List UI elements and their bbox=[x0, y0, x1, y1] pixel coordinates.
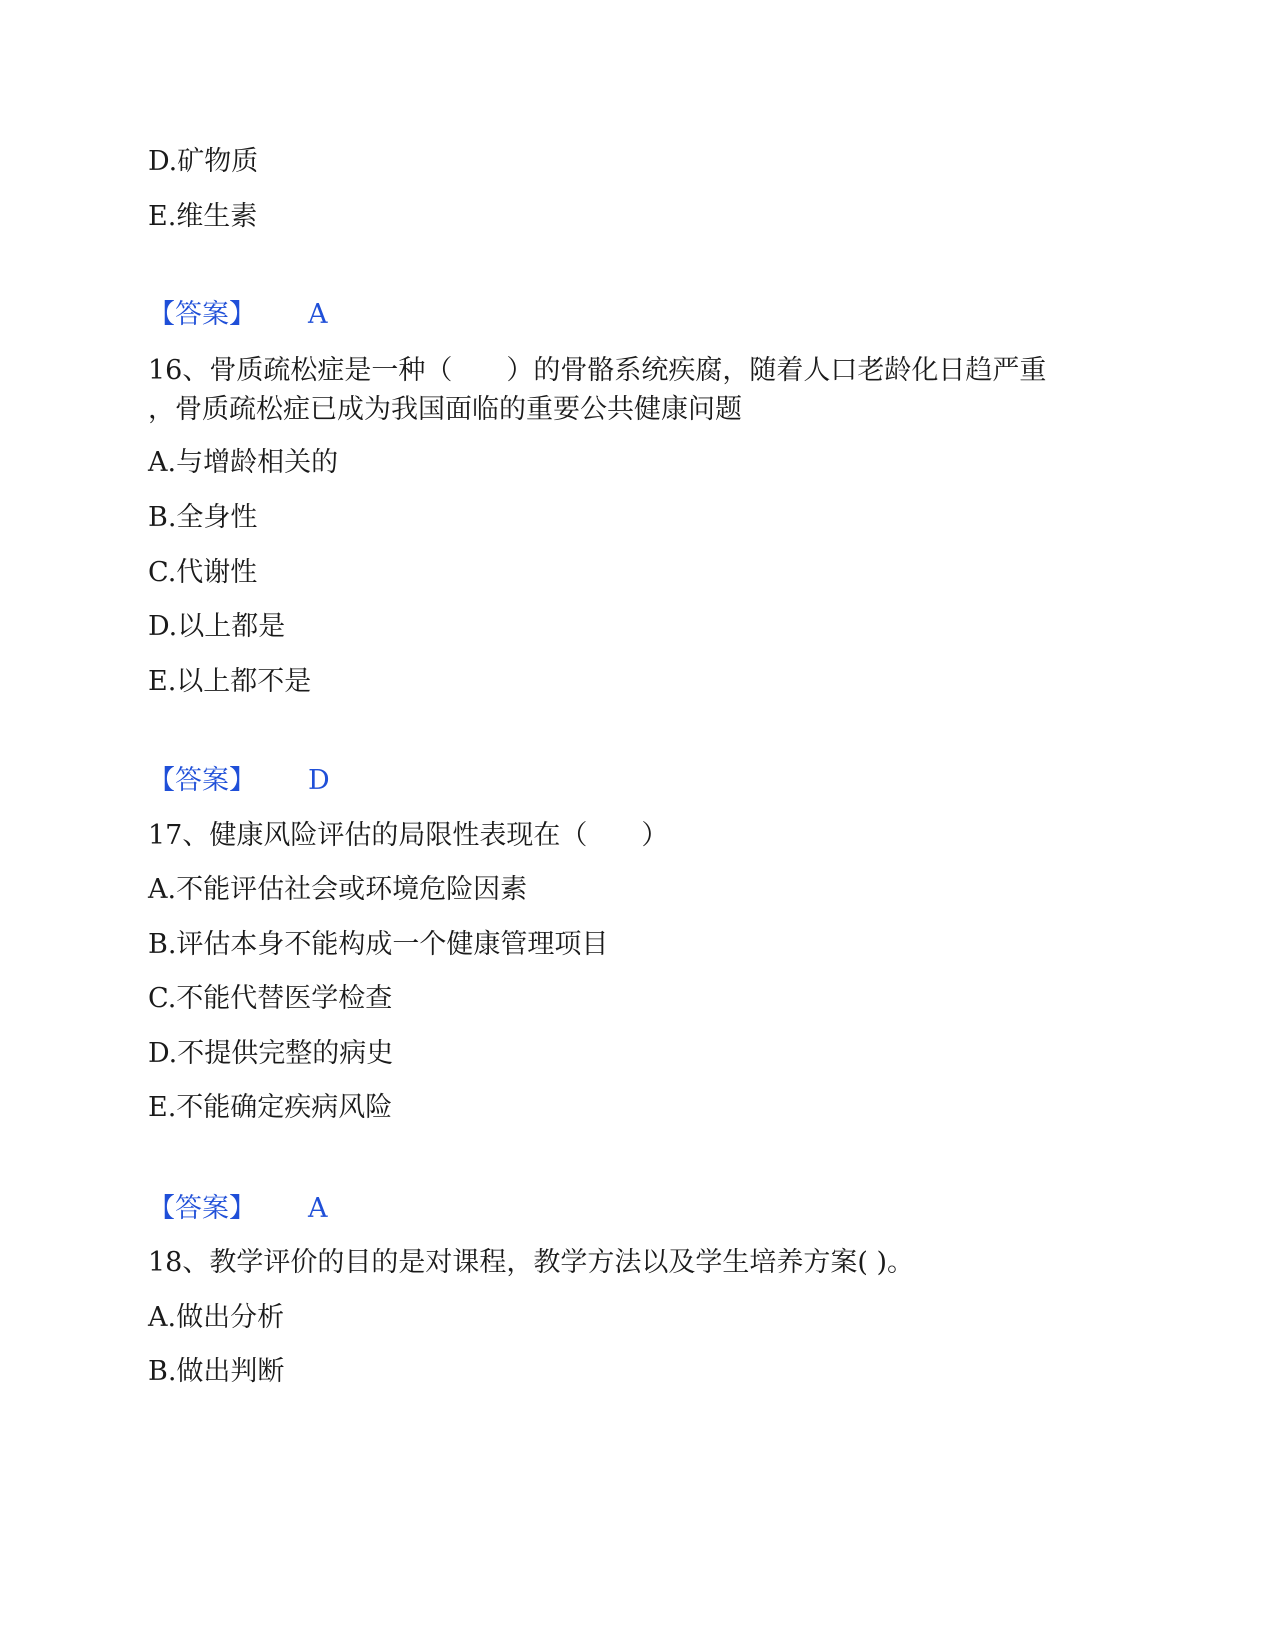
q16-option-e: E.以上都不是 bbox=[148, 666, 312, 697]
answer-value: D bbox=[308, 765, 330, 796]
q16-option-d: D.以上都是 bbox=[148, 611, 286, 642]
q16-option-c: C.代谢性 bbox=[148, 557, 258, 588]
q17-option-e: E.不能确定疾病风险 bbox=[148, 1092, 393, 1123]
answer-label: 【答案】 bbox=[148, 1193, 256, 1224]
q17-option-d: D.不提供完整的病史 bbox=[148, 1038, 394, 1069]
answer-value: A bbox=[308, 299, 328, 330]
q17-stem: 17、健康风险评估的局限性表现在（ ） bbox=[148, 820, 669, 851]
answer-label: 【答案】 bbox=[148, 299, 256, 330]
answer-value: A bbox=[308, 1193, 328, 1224]
q17-option-b: B.评估本身不能构成一个健康管理项目 bbox=[148, 929, 609, 960]
q16-stem-line2: ，骨质疏松症已成为我国面临的重要公共健康问题 bbox=[148, 394, 742, 425]
q15-option-d: D.矿物质 bbox=[148, 146, 259, 177]
q15-answer bbox=[148, 298, 328, 332]
q15-option-e: E.维生素 bbox=[148, 201, 258, 232]
q17-option-a: A.不能评估社会或环境危险因素 bbox=[148, 874, 528, 905]
q17-answer bbox=[148, 1192, 328, 1226]
q16-answer bbox=[148, 764, 330, 798]
q16-option-b: B.全身性 bbox=[148, 502, 258, 533]
q18-stem: 18、教学评价的目的是对课程，教学方法以及学生培养方案( )。 bbox=[148, 1247, 915, 1278]
q16-option-a: A.与增龄相关的 bbox=[148, 447, 339, 478]
q18-option-b: B.做出判断 bbox=[148, 1356, 285, 1387]
q18-option-a: A.做出分析 bbox=[148, 1302, 285, 1333]
q16-stem-line1: 16、骨质疏松症是一种（ ）的骨骼系统疾腐，随着人口老龄化日趋严重 bbox=[148, 355, 1047, 386]
q17-option-c: C.不能代替医学检查 bbox=[148, 983, 393, 1014]
answer-label: 【答案】 bbox=[148, 765, 256, 796]
